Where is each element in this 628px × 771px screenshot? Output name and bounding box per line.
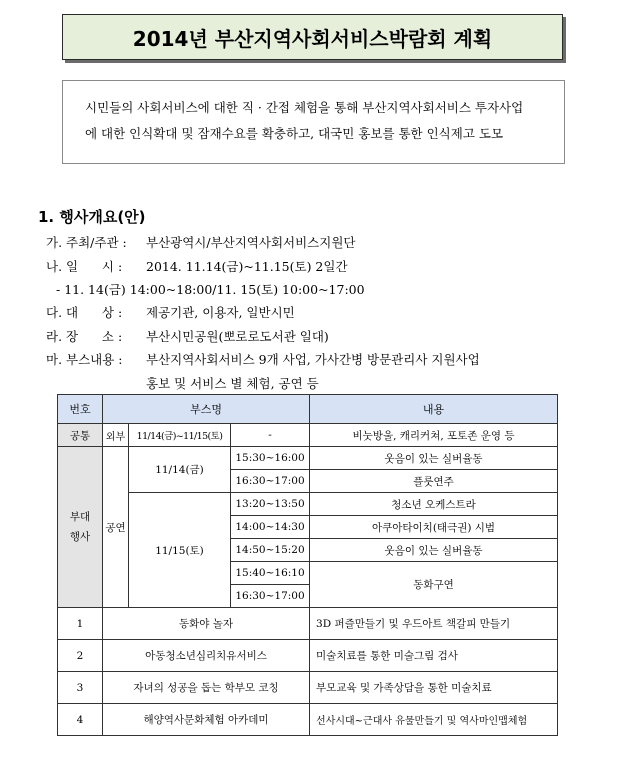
- outline-booth-cont: [146, 374, 319, 392]
- slot-time: 14:00~14:30: [231, 516, 310, 539]
- place-label: 라. 장 소 :: [46, 329, 123, 344]
- common-time: -: [231, 424, 310, 447]
- slot-time: 16:30~17:00: [231, 470, 310, 493]
- table-header-row: [58, 395, 558, 424]
- common-no: 공통: [58, 424, 103, 447]
- slot-content: 웃음이 있는 실버율동: [310, 539, 558, 562]
- document-title: [62, 14, 563, 60]
- row-booth: 아동청소년심리치유서비스: [103, 640, 310, 672]
- table-row: [58, 672, 558, 704]
- title-text: 2014년 부산지역사회서비스박람회 계획: [132, 26, 493, 51]
- target-value: 제공기관, 이용자, 일반시민: [146, 305, 295, 320]
- table-row: [58, 447, 558, 470]
- slot-content: 청소년 오케스트라: [310, 493, 558, 516]
- schedule-table: [57, 394, 558, 736]
- row-booth: 해양역사문화체험 아카데미: [103, 704, 310, 736]
- common-content: 비눗방울, 캐리커쳐, 포토존 운영 등: [310, 424, 558, 447]
- row-no: 3: [58, 672, 103, 704]
- summary-line: 시민들의 사회서비스에 대한 직 · 간접 체험을 통해 부산지역사회서비스 투자사업: [85, 100, 524, 115]
- day1-cell: 11/14(금): [129, 447, 231, 493]
- header-content: 내용: [310, 395, 558, 424]
- row-no: 2: [58, 640, 103, 672]
- common-type: 외부: [103, 424, 129, 447]
- perform-cell: 공연: [103, 447, 129, 608]
- row-content: 선사시대~근대사 유물만들기 및 역사마인맵체험: [310, 704, 558, 736]
- row-content: 3D 퍼즐만들기 및 우드아트 책갈피 만들기: [310, 608, 558, 640]
- table-row: [58, 640, 558, 672]
- summary-box: [62, 80, 565, 164]
- table-row: [58, 704, 558, 736]
- row-no: 4: [58, 704, 103, 736]
- host-label: 가. 주최/주관 :: [46, 235, 127, 250]
- slot-time: 15:30~16:00: [231, 447, 310, 470]
- row-content: 부모교육 및 가족상담을 통한 미술치료: [310, 672, 558, 704]
- slot-time: 14:50~15:20: [231, 539, 310, 562]
- booth-value-2: 홍보 및 서비스 별 체험, 공연 등: [146, 376, 319, 391]
- host-value: 부산광역시/부산지역사회서비스지원단: [146, 235, 356, 250]
- booth-value-1: 부산지역사회서비스 9개 사업, 가사간병 방문관리사 지원사업: [146, 352, 480, 367]
- outline-time: [56, 280, 365, 298]
- slot-content: 웃음이 있는 실버율동: [310, 447, 558, 470]
- day2-cell: 11/15(토): [129, 493, 231, 608]
- row-content: 미술치료를 통한 미술그림 검사: [310, 640, 558, 672]
- summary-line: 에 대한 인식확대 및 잠재수요를 확충하고, 대국민 홍보를 통한 인식제고 도모: [85, 126, 504, 141]
- table-row-common: [58, 424, 558, 447]
- section-heading: 1. 행사개요(안): [38, 208, 146, 226]
- slot-content: 동화구연: [310, 562, 558, 608]
- slot-time: 13:20~13:50: [231, 493, 310, 516]
- header-booth: 부스명: [103, 395, 310, 424]
- booth-label: 마. 부스내용 :: [46, 352, 123, 367]
- table-row: [58, 608, 558, 640]
- slot-content: 플룻연주: [310, 470, 558, 493]
- date-value: 2014. 11.14(금)~11.15(토) 2일간: [146, 259, 348, 274]
- common-date: 11/14(금)~11/15(토): [129, 424, 231, 447]
- slot-content: 아쿠아타이치(태극권) 시범: [310, 516, 558, 539]
- slot-time: 15:40~16:10: [231, 562, 310, 585]
- place-value: 부산시민공원(뽀로로도서관 일대): [146, 329, 329, 344]
- target-label: 다. 대 상 :: [46, 305, 123, 320]
- row-booth: 동화야 놀자: [103, 608, 310, 640]
- row-no: 1: [58, 608, 103, 640]
- table-row: [58, 493, 558, 516]
- row-booth: 자녀의 성공을 돕는 학부모 코칭: [103, 672, 310, 704]
- side-event-cell: 부대 행사: [58, 447, 103, 608]
- time-line: - 11. 14(금) 14:00~18:00/11. 15(토) 10:00~17:00: [56, 282, 365, 297]
- date-label: 나. 일 시 :: [46, 259, 123, 274]
- header-no: 번호: [58, 395, 103, 424]
- slot-time: 16:30~17:00: [231, 585, 310, 608]
